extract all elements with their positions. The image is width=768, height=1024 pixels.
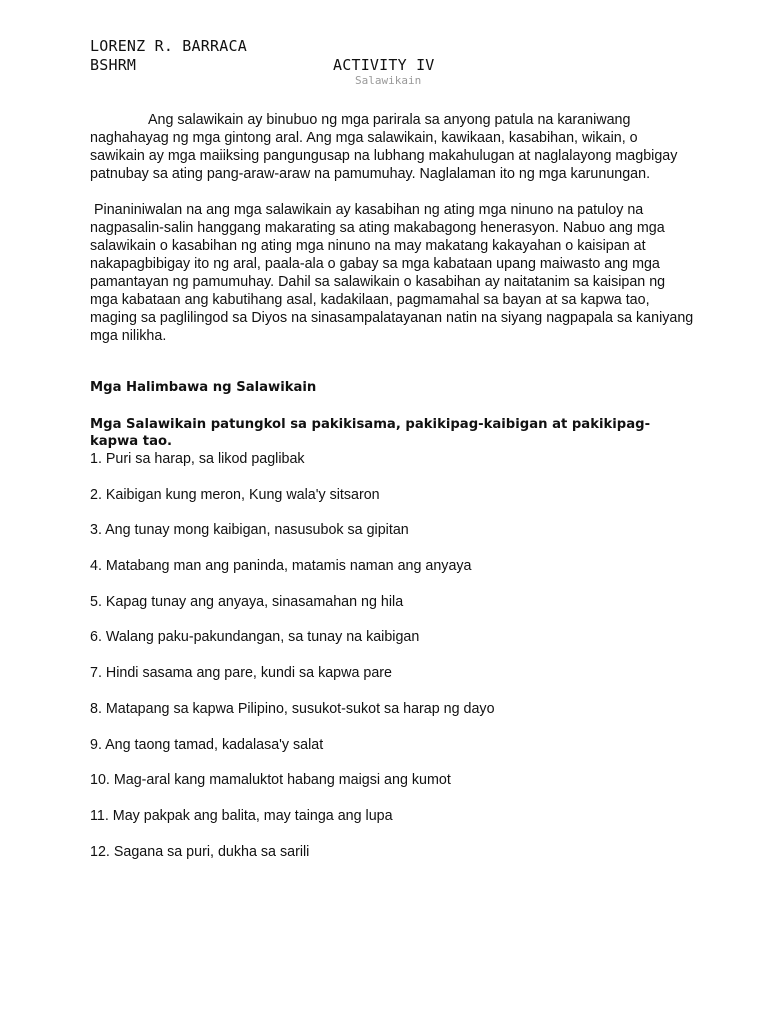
list-item: 10. Mag-aral kang mamaluktot habang maigsi ang kumot	[90, 772, 451, 789]
activity-title: ACTIVITY IV	[333, 56, 435, 74]
list-item: 9. Ang taong tamad, kadalasa'y salat	[90, 736, 324, 753]
list-item: 3. Ang tunay mong kaibigan, nasusubok sa gipitan	[90, 522, 409, 539]
examples-heading: Mga Halimbawa ng Salawikain	[90, 380, 317, 395]
list-item: 4. Matabang man ang paninda, matamis naman ang anyaya	[90, 558, 472, 575]
course-label: BSHRM	[90, 56, 137, 74]
list-item: 7. Hindi sasama ang pare, kundi sa kapwa pare	[90, 665, 393, 682]
list-item: 5. Kapag tunay ang anyaya, sinasamahan ng hila	[90, 593, 404, 610]
list-item: 12. Sagana sa puri, dukha sa sarili	[90, 843, 310, 860]
intro-paragraph: Ang salawikain ay binubuo ng mga parirala sa anyong patula na karaniwang naghahayag ng mga gintong aral. Ang mga salawikain, kawikaan, kasabihan, wikain, o sawikain ay mga maiiksing pangungusap na lubhang makahulugan at naglalayong magbigay patnubay sa ating pang-araw-araw na pamumuhay. Naglalaman ito ng mga karunungan.	[90, 112, 678, 182]
salawikain-list	[90, 450, 695, 878]
list-item: 2. Kaibigan kung meron, Kung wala'y sitsaron	[90, 486, 380, 503]
list-item: 6. Walang paku-pakundangan, sa tunay na kaibigan	[90, 629, 420, 646]
list-item: 1. Puri sa harap, sa likod paglibak	[90, 451, 305, 467]
examples-subheading: Mga Salawikain patungkol sa pakikisama, pakikipag-kaibigan at pakikipag-kapwa tao.	[90, 417, 651, 449]
second-paragraph: Pinaniniwalan na ang mga salawikain ay kasabihan ng ating mga ninuno na patuloy na nagpasalin-salin hanggang makarating sa ating makabagong henerasyon. Nabuo ang mga salawikain o kasabihan ng ating mga ninuno na may makatang kakayahan o kaisipan at nakapagbibigay ito ng aral, paala-ala o gabay sa mga kabataan upang maiwasto ang mga pamantayan ng pamumuhay. Dahil sa salawikain o kasabihan ay naitatanim sa kaisipan ng mga kabataan ang kabutihang asal, kadakilaan, pagmamahal sa bayan at sa kapwa tao, maging sa paglilingod sa Diyos na sinasampalatayanan natin na siyang nagpapala sa kaniyang mga nilikha.	[90, 202, 694, 344]
faded-title: Salawikain	[355, 76, 422, 86]
student-name: LORENZ R. BARRACA	[90, 37, 247, 55]
list-item: 8. Matapang sa kapwa Pilipino, susukot-sukot sa harap ng dayo	[90, 700, 495, 717]
list-item: 11. May pakpak ang balita, may tainga ang lupa	[90, 807, 393, 824]
